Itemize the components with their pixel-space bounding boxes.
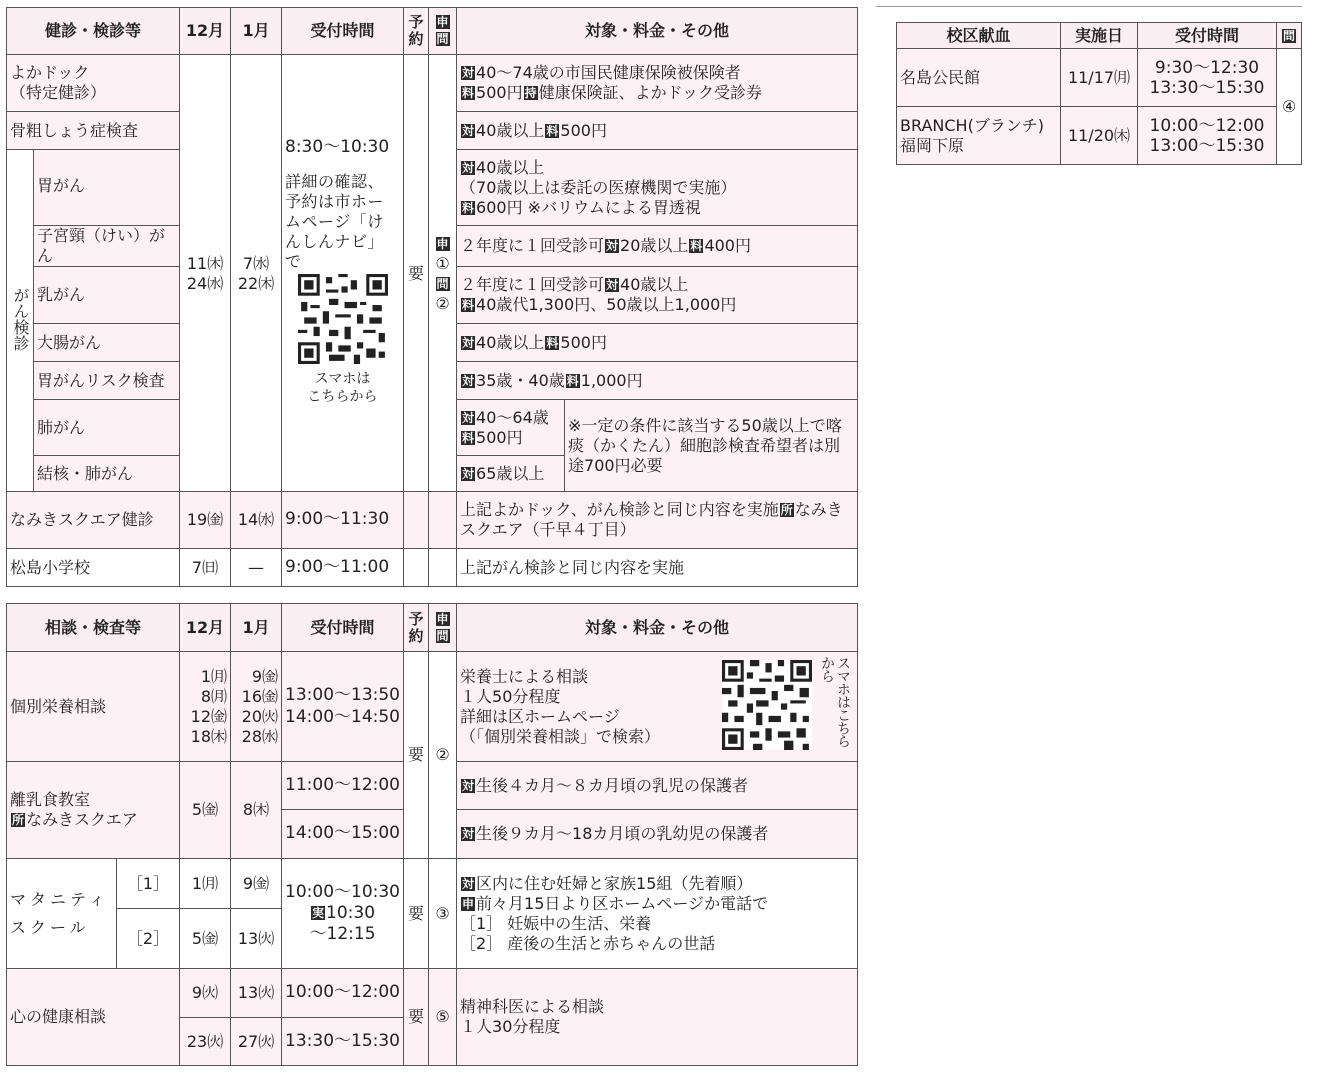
mata-moushi: ③: [429, 859, 457, 969]
eiyo-jan: 9㈮ 16㈮ 20㈫ 28㈬: [231, 652, 282, 762]
eiyo-time: 13:00～13:50 14:00～14:50: [282, 652, 404, 762]
kenketsu-toi: ④: [1277, 49, 1302, 165]
header-dec-2: 12月: [180, 604, 231, 652]
mata-jan-2: 13㈫: [231, 909, 282, 969]
rinyu-dec: 5㈮: [180, 762, 231, 859]
jan-dates: 7㈬ 22㈭: [231, 55, 282, 493]
moushi-a: ②: [429, 652, 457, 859]
header-jan: 1月: [231, 8, 282, 55]
daicho-name: 大腸がん: [34, 324, 180, 362]
nyu-name: 乳がん: [34, 267, 180, 324]
header-time-3: 受付時間: [1138, 23, 1277, 49]
time-main: 8:30～10:30: [285, 137, 390, 157]
eiyo-dec: 1㈪ 8㈪ 12㈮ 18㈭: [180, 652, 231, 762]
kenketsu-date-2: 11/20㈭: [1061, 107, 1138, 165]
header-date: 実施日: [1061, 23, 1138, 49]
mata-jan-1: 9㈮: [231, 859, 282, 909]
rinyu-name: 離乳食教室 所 なみきスクエア: [7, 762, 180, 859]
header-jan-2: 1月: [231, 604, 282, 652]
rinyu-jan: 8㈭: [231, 762, 282, 859]
mata-dec-1: 1㈪: [180, 859, 231, 909]
header-yoyaku-2: 予 約: [404, 604, 429, 652]
kokoro-dec-1: 9㈫: [180, 969, 231, 1018]
kenketsu-place-1: 名島公民館: [897, 49, 1061, 107]
blood-donation-table: [896, 22, 1302, 165]
kekkaku-name: 結核・肺がん: [34, 456, 180, 493]
kokoro-moushi: ⑤: [429, 969, 457, 1066]
eiyo-info: 栄養士による相談 １人50分程度 詳細は区ホームページ （「個別栄養相談」で検索）: [460, 666, 661, 746]
gan-label: がん検診: [7, 150, 34, 493]
header-moushikomi: 申 問: [429, 8, 457, 55]
mata-dec-2: 5㈮: [180, 909, 231, 969]
rinyu-info-1: 対 生後４カ月～８カ月頃の乳児の保護者: [457, 762, 858, 810]
kenketsu-place-2: BRANCH(ブランチ) 福岡下原: [897, 107, 1061, 165]
header-kenketsu: 校区献血: [897, 23, 1061, 49]
kokoro-time-2: 13:30～15:30: [282, 1018, 404, 1066]
health-checkup-table: [6, 7, 858, 493]
mata-info: 対 区内に住む妊婦と家族15組（先着順） 申 前々月15日より区ホームページか電話で ［1］ 妊娠中の生活、栄養 ［2］ 産後の生活と赤ちゃんの世話: [457, 859, 858, 969]
kokoro-time-1: 10:00～12:00: [282, 969, 404, 1018]
header-item-2: 相談・検査等: [7, 604, 180, 652]
yoka-info: 対 40～74歳の市国民健康保険被保険者 料 500円 持 健康保険証、よかドック受診券: [457, 55, 858, 112]
header-toi: 問: [1277, 23, 1302, 49]
yoyaku-a: 要: [404, 652, 429, 859]
matsu-time: 9:00～11:00: [282, 549, 404, 587]
mata-n2: ［2］: [117, 909, 180, 969]
header-dec: 12月: [180, 8, 231, 55]
dec-dates: 11㈭ 24㈬: [180, 55, 231, 493]
matsu-info: 上記がん検診と同じ内容を実施: [457, 549, 858, 587]
health-checkup-table-bottom: [6, 491, 858, 587]
header-item: 健診・検診等: [7, 8, 180, 55]
qr-code-icon[interactable]: [298, 274, 388, 364]
kokoro-name: 心の健康相談: [7, 969, 180, 1066]
risk-name: 胃がんリスク検査: [34, 362, 180, 400]
top-divider: [876, 0, 1302, 7]
yoyaku-main: 要: [404, 55, 429, 493]
mata-n1: ［1］: [117, 859, 180, 909]
kokoro-info: 精神科医による相談 １人30分程度: [457, 969, 858, 1066]
header-moushikomi-2: 申 問: [429, 604, 457, 652]
consultation-table: [6, 603, 858, 1066]
kokoro-jan-2: 27㈫: [231, 1018, 282, 1066]
shikyu-name: 子宮頸（けい）がん: [34, 226, 180, 267]
eiyo-qr-caption: スマホはこちらから: [819, 656, 852, 747]
header-yoyaku: 予 約: [404, 8, 429, 55]
kokoro-yoyaku: 要: [404, 969, 429, 1066]
hai-name: 肺がん: [34, 400, 180, 456]
mata-yoyaku: 要: [404, 859, 429, 969]
qr-code-icon-2[interactable]: [722, 660, 812, 750]
risk-info: 対 35歳・40歳 料 1,000円: [457, 362, 858, 400]
namiki-time: 9:00～11:30: [282, 492, 404, 549]
nyu-info: ２年度に１回受診可 対 40歳以上 料 40歳代1,300円、50歳以上1,000円: [457, 267, 858, 324]
kokoro-dec-2: 23㈫: [180, 1018, 231, 1066]
eiyo-info-cell: [457, 652, 858, 762]
igan-name: 胃がん: [34, 150, 180, 226]
shikyu-info: ２年度に１回受診可 対 20歳以上 料 400円: [457, 226, 858, 267]
time-cell: [282, 55, 404, 493]
header-info: 対象・料金・その他: [457, 8, 858, 55]
time-note: 詳細の確認、予約は市ホームページ「けんしんナビ」で: [285, 172, 385, 272]
igan-info: 対 40歳以上 （70歳以上は委託の医療機関で実施） 料 600円 ※バリウムによる胃透視: [457, 150, 858, 226]
header-time: 受付時間: [282, 8, 404, 55]
namiki-name-cell: なみきスクエア健診: [7, 492, 180, 549]
kekkaku-info: 対 65歳以上: [457, 456, 565, 493]
mata-time: 10:00～10:30 実 10:30 ～12:15: [282, 859, 404, 969]
header-info-2: 対象・料金・その他: [457, 604, 858, 652]
namiki-jan: 14㈬: [231, 492, 282, 549]
rinyu-info-2: 対 生後９カ月～18カ月頃の乳幼児の保護者: [457, 810, 858, 859]
eiyo-name: 個別栄養相談: [7, 652, 180, 762]
kenketsu-time-1: 9:30～12:30 13:30～15:30: [1138, 49, 1277, 107]
kenketsu-time-2: 10:00～12:00 13:00～15:30: [1138, 107, 1277, 165]
namiki-info-cell: 上記よかドック、がん検診と同じ内容を実施 所 なみきスクエア（千早４丁目）: [457, 492, 858, 549]
kotsu-info: 対 40歳以上 料 500円: [457, 112, 858, 150]
rinyu-time-2: 14:00～15:00: [282, 810, 404, 859]
yoka-name: よかドック （特定健診）: [7, 55, 180, 112]
kotsu-name: 骨粗しょう症検査: [7, 112, 180, 150]
matsu-jan: —: [231, 549, 282, 587]
qr-caption: スマホは こちらから: [307, 371, 378, 405]
kenketsu-date-1: 11/17㈪: [1061, 49, 1138, 107]
rinyu-time-1: 11:00～12:00: [282, 762, 404, 810]
hai-note: ※一定の条件に該当する50歳以上で喀痰（かくたん）細胞診検査希望者は別途700円必要: [565, 400, 858, 493]
matsu-dec: 7㈰: [180, 549, 231, 587]
moushi-main: 申 ① 問 ②: [429, 55, 457, 493]
matsu-name: 松島小学校: [7, 549, 180, 587]
header-time-2: 受付時間: [282, 604, 404, 652]
namiki-dec: 19㈮: [180, 492, 231, 549]
daicho-info: 対 40歳以上 料 500円: [457, 324, 858, 362]
hai-info: 対 40～64歳 料 500円: [457, 400, 565, 456]
mata-name: マタニティスクール: [7, 859, 117, 969]
kokoro-jan-1: 13㈫: [231, 969, 282, 1018]
